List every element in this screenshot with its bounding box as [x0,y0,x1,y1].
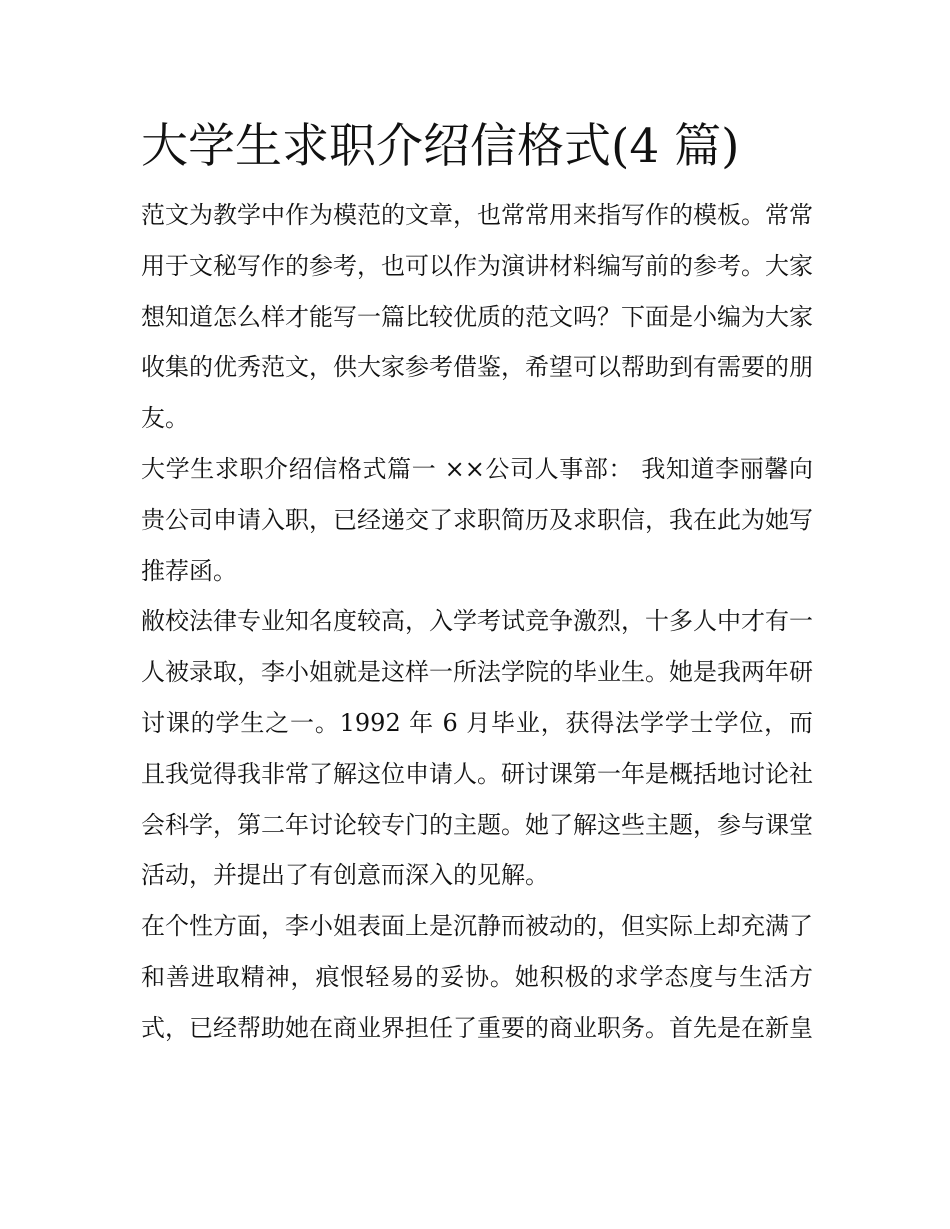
document-page [141,112,813,1054]
paragraph-letter-opening: 大学生求职介绍信格式篇一 ××公司人事部： 我知道李丽馨向贵公司申请入职，已经递交了求职简历及求职信，我在此为她写推荐函。 [141,454,813,585]
paragraph-intro: 范文为教学中作为模范的文章，也常常用来指写作的模板。常常用于文秘写作的参考，也可以作为演讲材料编写前的参考。大家想知道怎么样才能写一篇比较优质的范文吗？下面是小编为大家收集的优秀范文，供大家参考借鉴，希望可以帮助到有需要的朋友。 [141,201,813,433]
paragraph-school-background: 敝校法律专业知名度较高，入学考试竞争激烈，十多人中才有一人被录取，李小姐就是这样一所法学院的毕业生。她是我两年研讨课的学生之一。1992 年 6 月毕业，获得法学学士学位，而且我觉得我非常了解这位申请人。研讨课第一年是概括地讨论社会科学，第二年讨论较专门的主题。她了解这些主题，参与课堂活动，并提出了有创意而深入的见解。 [141,607,813,890]
paragraph-personality: 在个性方面，李小姐表面上是沉静而被动的，但实际上却充满了和善进取精神，痕恨轻易的妥协。她积极的求学态度与生活方式，已经帮助她在商业界担任了重要的商业职务。首先是在新皇 [141,912,813,1042]
document-title: 大学生求职介绍信格式(4 篇) [141,119,740,174]
